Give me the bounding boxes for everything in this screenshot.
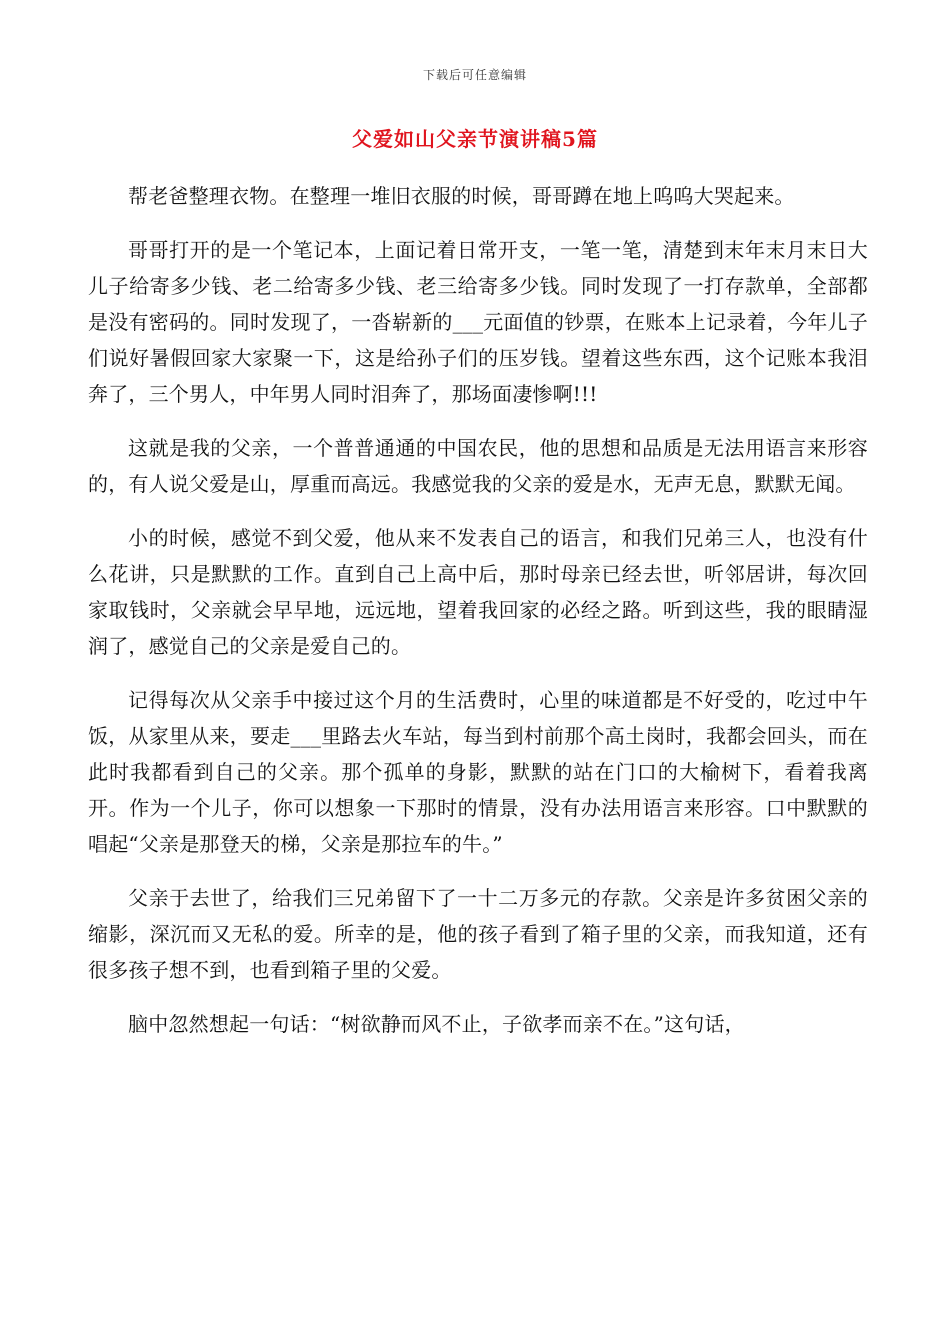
- document-body: [88, 178, 868, 1060]
- paragraph: 帮老爸整理衣物。在整理一堆旧衣服的时候，哥哥蹲在地上呜呜大哭起来。: [128, 184, 795, 208]
- paragraph: 这就是我的父亲，一个普普通通的中国农民，他的思想和品质是无法用语言来形容的，有人说父爱是山，厚重而高远。我感觉我的父亲的爱是水，无声无息，默默无闻。: [88, 436, 868, 496]
- paragraph: 脑中忽然想起一句话：“树欲静而风不止，子欲孝而亲不在。”这句话，: [128, 1012, 745, 1036]
- paragraph: 小的时候，感觉不到父爱，他从来不发表自己的语言，和我们兄弟三人，也没有什么花讲，只是默默的工作。直到自己上高中后，那时母亲已经去世，听邻居讲，每次回家取钱时，父亲就会早早地，远远地，望着我回家的必经之路。听到这些，我的眼睛湿润了，感觉自己的父亲是爱自己的。: [88, 526, 868, 658]
- header-note: 下载后可任意编辑: [422, 68, 527, 82]
- document-title: 父爱如山父亲节演讲稿5篇: [352, 127, 598, 151]
- paragraph: 记得每次从父亲手中接过这个月的生活费时，心里的味道都是不好受的，吃过中午饭，从家里从来，要走___里路去火车站，每当到村前那个高土岗时，我都会回头，而在此时我都看到自己的父亲。那个孤单的身影，默默的站在门口的大榆树下，看着我离开。作为一个儿子，你可以想象一下那时的情景，没有办法用语言来形容。口中默默的唱起“父亲是那登天的梯，父亲是那拉车的牛。”: [88, 688, 868, 856]
- paragraph: 哥哥打开的是一个笔记本，上面记着日常开支，一笔一笔，清楚到末年末月末日大儿子给寄多少钱、老二给寄多少钱、老三给寄多少钱。同时发现了一打存款单，全部都是没有密码的。同时发现了，一沓崭新的___元面值的钞票，在账本上记录着，今年儿子们说好暑假回家大家聚一下，这是给孙子们的压岁钱。望着这些东西，这个记账本我泪奔了，三个男人，中年男人同时泪奔了，那场面凄惨啊!!!: [88, 238, 868, 406]
- paragraph: 父亲于去世了，给我们三兄弟留下了一十二万多元的存款。父亲是许多贫困父亲的缩影，深沉而又无私的爱。所幸的是，他的孩子看到了箱子里的父亲，而我知道，还有很多孩子想不到，也看到箱子里的父爱。: [88, 886, 868, 982]
